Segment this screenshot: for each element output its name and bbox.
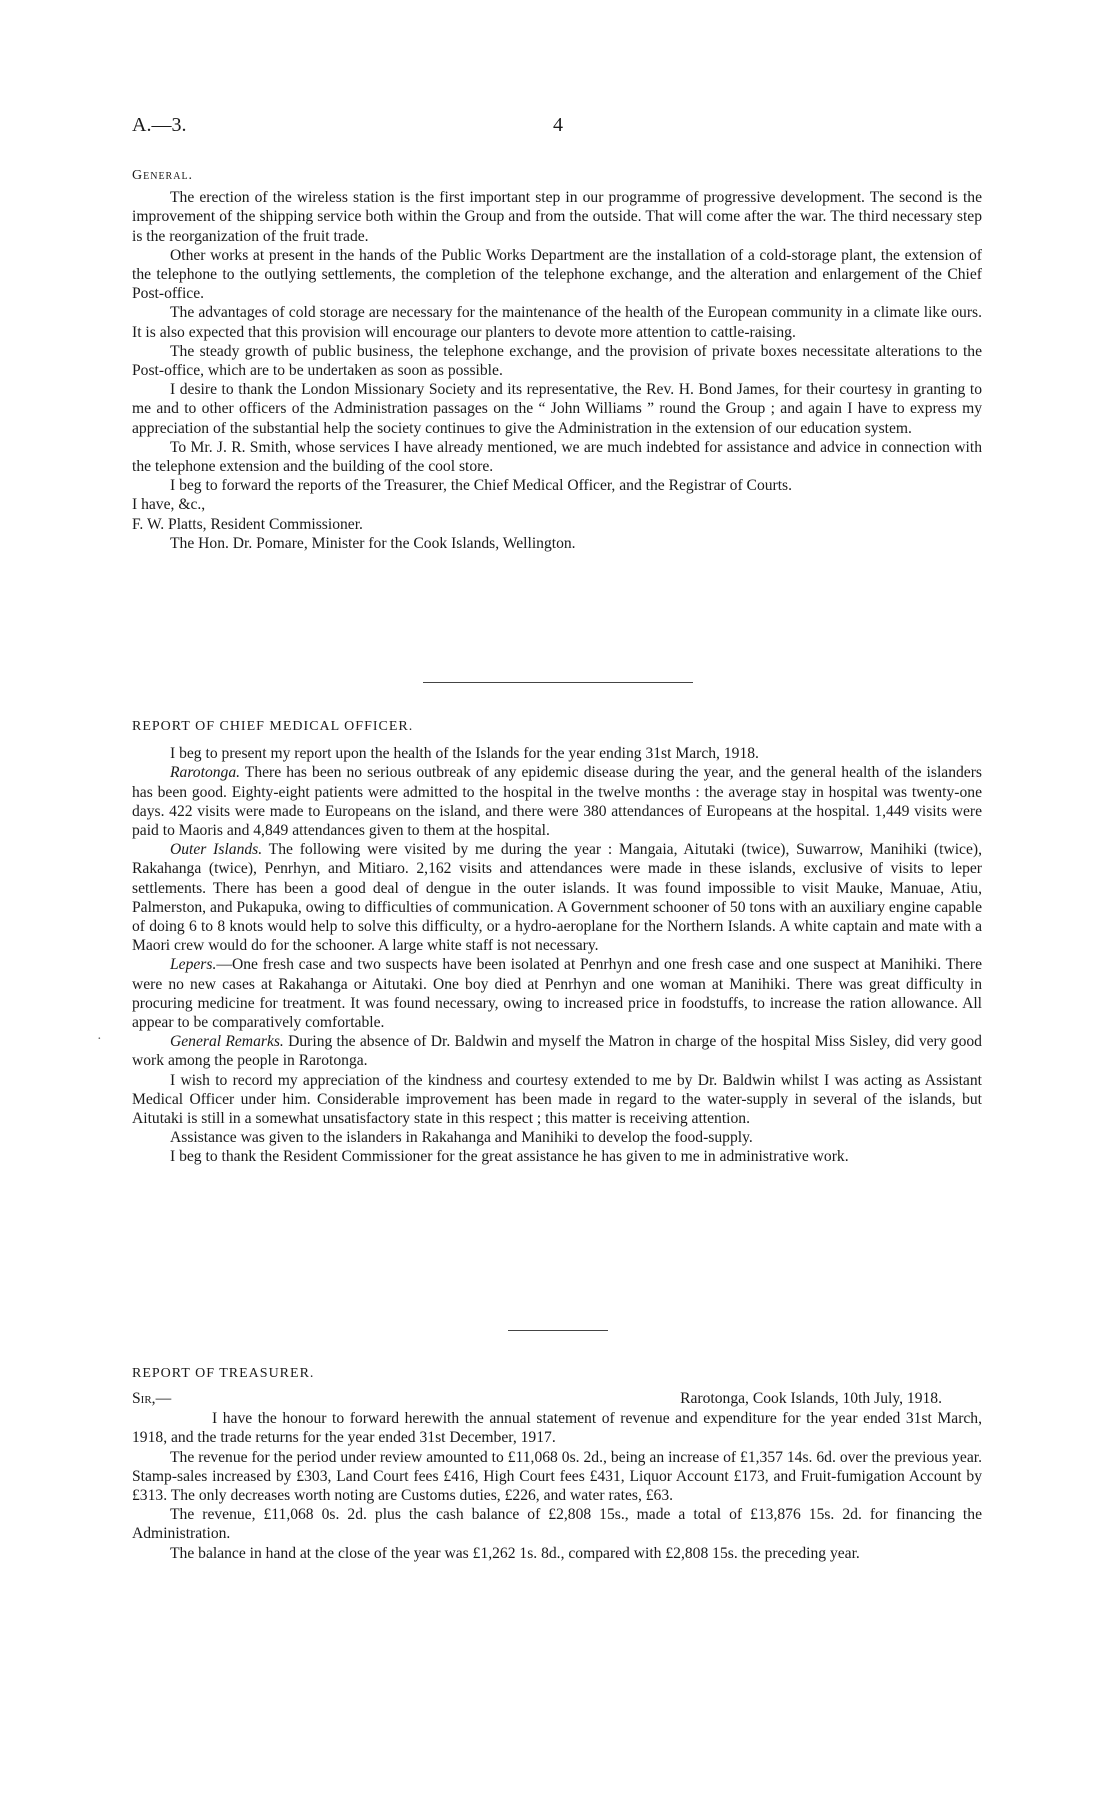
subheading-rarotonga: Rarotonga. xyxy=(170,764,241,782)
rarotonga-text: There has been no serious outbreak of any epidemic disease during the year, and the general health of the islanders has been good. Eighty-eight patients were admitted to the hospital in the twelve months : the average stay in hospital was twenty-one days. 422 visits were made to Europeans on the island, and there were 380 attendances of Europeans at the hospital. 1,449 visits were paid to Maoris and 4,849 attendances given to them at the hospital. xyxy=(132,764,982,840)
place-date: Rarotonga, Cook Islands, 10th July, 1918. xyxy=(680,1390,942,1408)
treasurer-paragraph: I have the honour to forward herewith the annual statement of revenue and expenditure for the year ended 31st March, 1918, and the trade returns for the year ended 31st December, 1917. xyxy=(132,1410,982,1447)
salutation-line xyxy=(132,1389,982,1409)
remarks-text: During the absence of Dr. Baldwin and myself the Matron in charge of the hospital Miss Sisley, did very good work among the people in Rarotonga. xyxy=(132,1033,982,1070)
general-paragraph: The erection of the wireless station is the first important step in our programme of progressive development. The second is the improvement of the shipping service both within the Group and from the outside. That will come after the war. The third necessary step is the reorganization of the fruit trade. xyxy=(132,189,982,245)
medical-paragraph-lepers: Lepers.—One fresh case and two suspects have been isolated at Penrhyn and one fresh case and one suspect at Manihiki. There were no new cases at Rakahanga or Aitutaki. One boy died at Penrhyn and one woman at Manihiki. There was great difficulty in procuring medicine for treatment. It was found necessary, owing to increased price in foodstuffs, to increase the ration allowance. All appear to be comparatively comfortable. xyxy=(132,956,982,1032)
salutation: Sir,— xyxy=(132,1390,172,1408)
page-number: 4 xyxy=(553,114,563,136)
treasurer-section xyxy=(132,1364,982,1563)
medical-paragraph: Assistance was given to the islanders in Rakahanga and Manihiki to develop the food-supply. xyxy=(170,1129,753,1147)
medical-paragraph-outer xyxy=(132,840,982,955)
page-header xyxy=(132,114,982,144)
general-paragraph: Other works at present in the hands of the Public Works Department are the installation of a cold-storage plant, the extension of the telephone to the outlying settlements, the completion of the telephone exchange, and the alteration and enlargement of the Chief Post-office. xyxy=(132,246,982,303)
general-paragraph: The advantages of cold storage are necessary for the maintenance of the health of the European community in a climate like ours. It is also expected that this provision will encourage our planters to devote more attention to cattle-raising. xyxy=(132,304,982,341)
treasurer-heading: REPORT OF TREASURER. xyxy=(132,1366,315,1381)
section-divider xyxy=(423,682,693,683)
general-paragraph: The steady growth of public business, the telephone exchange, and the provision of private boxes necessitate alterations to the Post-office, which are to be undertaken as soon as possible. xyxy=(132,342,982,380)
general-paragraph: I beg to forward the reports of the Treasurer, the Chief Medical Officer, and the Registrar of Courts. xyxy=(170,477,793,495)
closing-line: I have, &c., xyxy=(132,496,206,514)
medical-paragraph-rarotonga xyxy=(132,763,982,840)
medical-paragraph: I wish to record my appreciation of the kindness and courtesy extended to me by Dr. Baldwin whilst I was acting as Assistant Medical Officer under him. Considerable improvement has been made in regard to the water-supply in several of the islands, but Aitutaki is still in a somewhat unsatisfactory state in this respect ; this matter is receiving attention. xyxy=(132,1071,982,1128)
general-paragraph: I desire to thank the London Missionary Society and its representative, the Rev. H. Bond James, for their courtesy in granting to me and to other officers of the Administration passages on the “ John Williams ” round the Group ; and again I have to express my appreciation of the substantial help the society continues to give the Administration in the extension of our education system. xyxy=(132,381,982,437)
lepers-text: One fresh case and two suspects have been isolated at Penrhyn and one fresh case and one suspect at Manihiki. There were no new cases at Rakahanga or Aitutaki. One boy died at Penrhyn and one woman at Manihiki. There was great difficulty in procuring medicine for treatment. It was found necessary, owing to increased price in foodstuffs, to increase the ration allowance. All appear to be comparatively comfortable. xyxy=(132,956,982,1032)
treasurer-paragraph: The balance in hand at the close of the year was £1,262 1s. 8d., compared with £2,808 15s. the preceding year. xyxy=(170,1544,860,1562)
medical-intro: I beg to present my report upon the health of the Islands for the year ending 31st March, 1918. xyxy=(170,745,759,763)
signature: F. W. Platts, Resident Commissioner. xyxy=(132,515,363,533)
subheading-general-remarks: General Remarks. xyxy=(170,1033,284,1051)
outer-islands-text: The following were visited by me during the year : Mangaia, Aitutaki (twice), Suwarrow, Manihiki (twice), Rakahanga (twice), Penrhyn, and Mitiaro. 2,162 visits and attendances were made in these islands, exclusive of visits to leper settlements. There has been a good deal of dengue in the outer islands. It was found impossible to visit Mauke, Manuae, Atiu, Palmerston, and Pukapuka, owing to difficulties of communication. A Government schooner of 50 tons with an auxiliary engine capable of doing 6 to 8 knots would help to solve this difficulty, or a hydro-aeroplane for the Northern Islands. A white captain and mate with a Maori crew would do for the schooner. A large white staff is not necessary. xyxy=(132,841,982,955)
subheading-outer-islands: Outer Islands. xyxy=(170,841,263,859)
treasurer-paragraph: The revenue for the period under review amounted to £11,068 0s. 2d., being an increase of £1,357 14s. 6d. over the previous year. Stamp-sales increased by £303, Land Court fees £416, High Court fees £431, Liquor Account £173, and Fruit-fumigation Account by £313. The only decreases worth noting are Customs duties, £226, and water rates, £63. xyxy=(132,1448,982,1505)
medical-paragraph: I beg to thank the Resident Commissioner for the great assistance he has given to me in administrative work. xyxy=(170,1148,849,1166)
general-heading: General. xyxy=(132,168,194,183)
section-divider xyxy=(508,1330,608,1331)
addressee: The Hon. Dr. Pomare, Minister for the Cook Islands, Wellington. xyxy=(170,534,576,552)
general-paragraph: To Mr. J. R. Smith, whose services I have already mentioned, we are much indebted for assistance and advice in connection with the telephone extension and the building of the cool store. xyxy=(132,438,982,476)
subheading-lepers: Lepers. xyxy=(170,956,217,974)
document-reference: A.—3. xyxy=(132,114,187,136)
margin-mark: · xyxy=(97,1032,102,1047)
treasurer-paragraph: The revenue, £11,068 0s. 2d. plus the cash balance of £2,808 15s., made a total of £13,876 15s. 2d. for financing the Administration. xyxy=(132,1506,982,1543)
medical-section xyxy=(132,717,982,1167)
medical-paragraph-remarks xyxy=(132,1032,982,1070)
general-section xyxy=(132,166,982,553)
medical-heading: REPORT OF CHIEF MEDICAL OFFICER. xyxy=(132,719,414,734)
